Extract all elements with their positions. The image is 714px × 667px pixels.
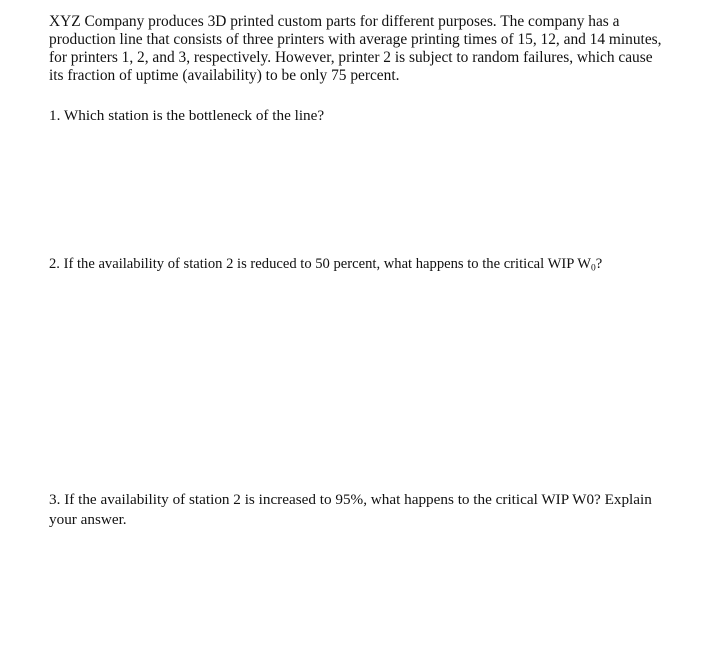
question-3-line-1: 3. If the availability of station 2 is increased to 95%, what happens to the critical WIP W0? Explain: [49, 491, 652, 508]
question-3: [49, 490, 675, 530]
question-2: [49, 254, 602, 274]
question-2-end: ?: [595, 256, 603, 272]
question-2-text: 2. If the availability of station 2 is reduced to 50 percent, what happens to the critical WIP W: [49, 256, 591, 272]
problem-line-1: XYZ Company produces 3D printed custom parts for different purposes. The company has a: [49, 13, 620, 30]
problem-line-2: production line that consists of three printers with average printing times of 15, 12, and 14 minutes,: [49, 31, 662, 48]
question-3-line-2: your answer.: [49, 511, 127, 528]
problem-line-4: its fraction of uptime (availability) to be only 75 percent.: [49, 67, 400, 84]
question-2-subscript: 0: [590, 263, 596, 274]
problem-statement: [49, 13, 675, 85]
problem-line-3: for printers 1, 2, and 3, respectively. However, printer 2 is subject to random failures, which cause: [49, 49, 653, 66]
question-1: [49, 106, 324, 126]
question-1-text: 1. Which station is the bottleneck of the line?: [49, 107, 325, 124]
